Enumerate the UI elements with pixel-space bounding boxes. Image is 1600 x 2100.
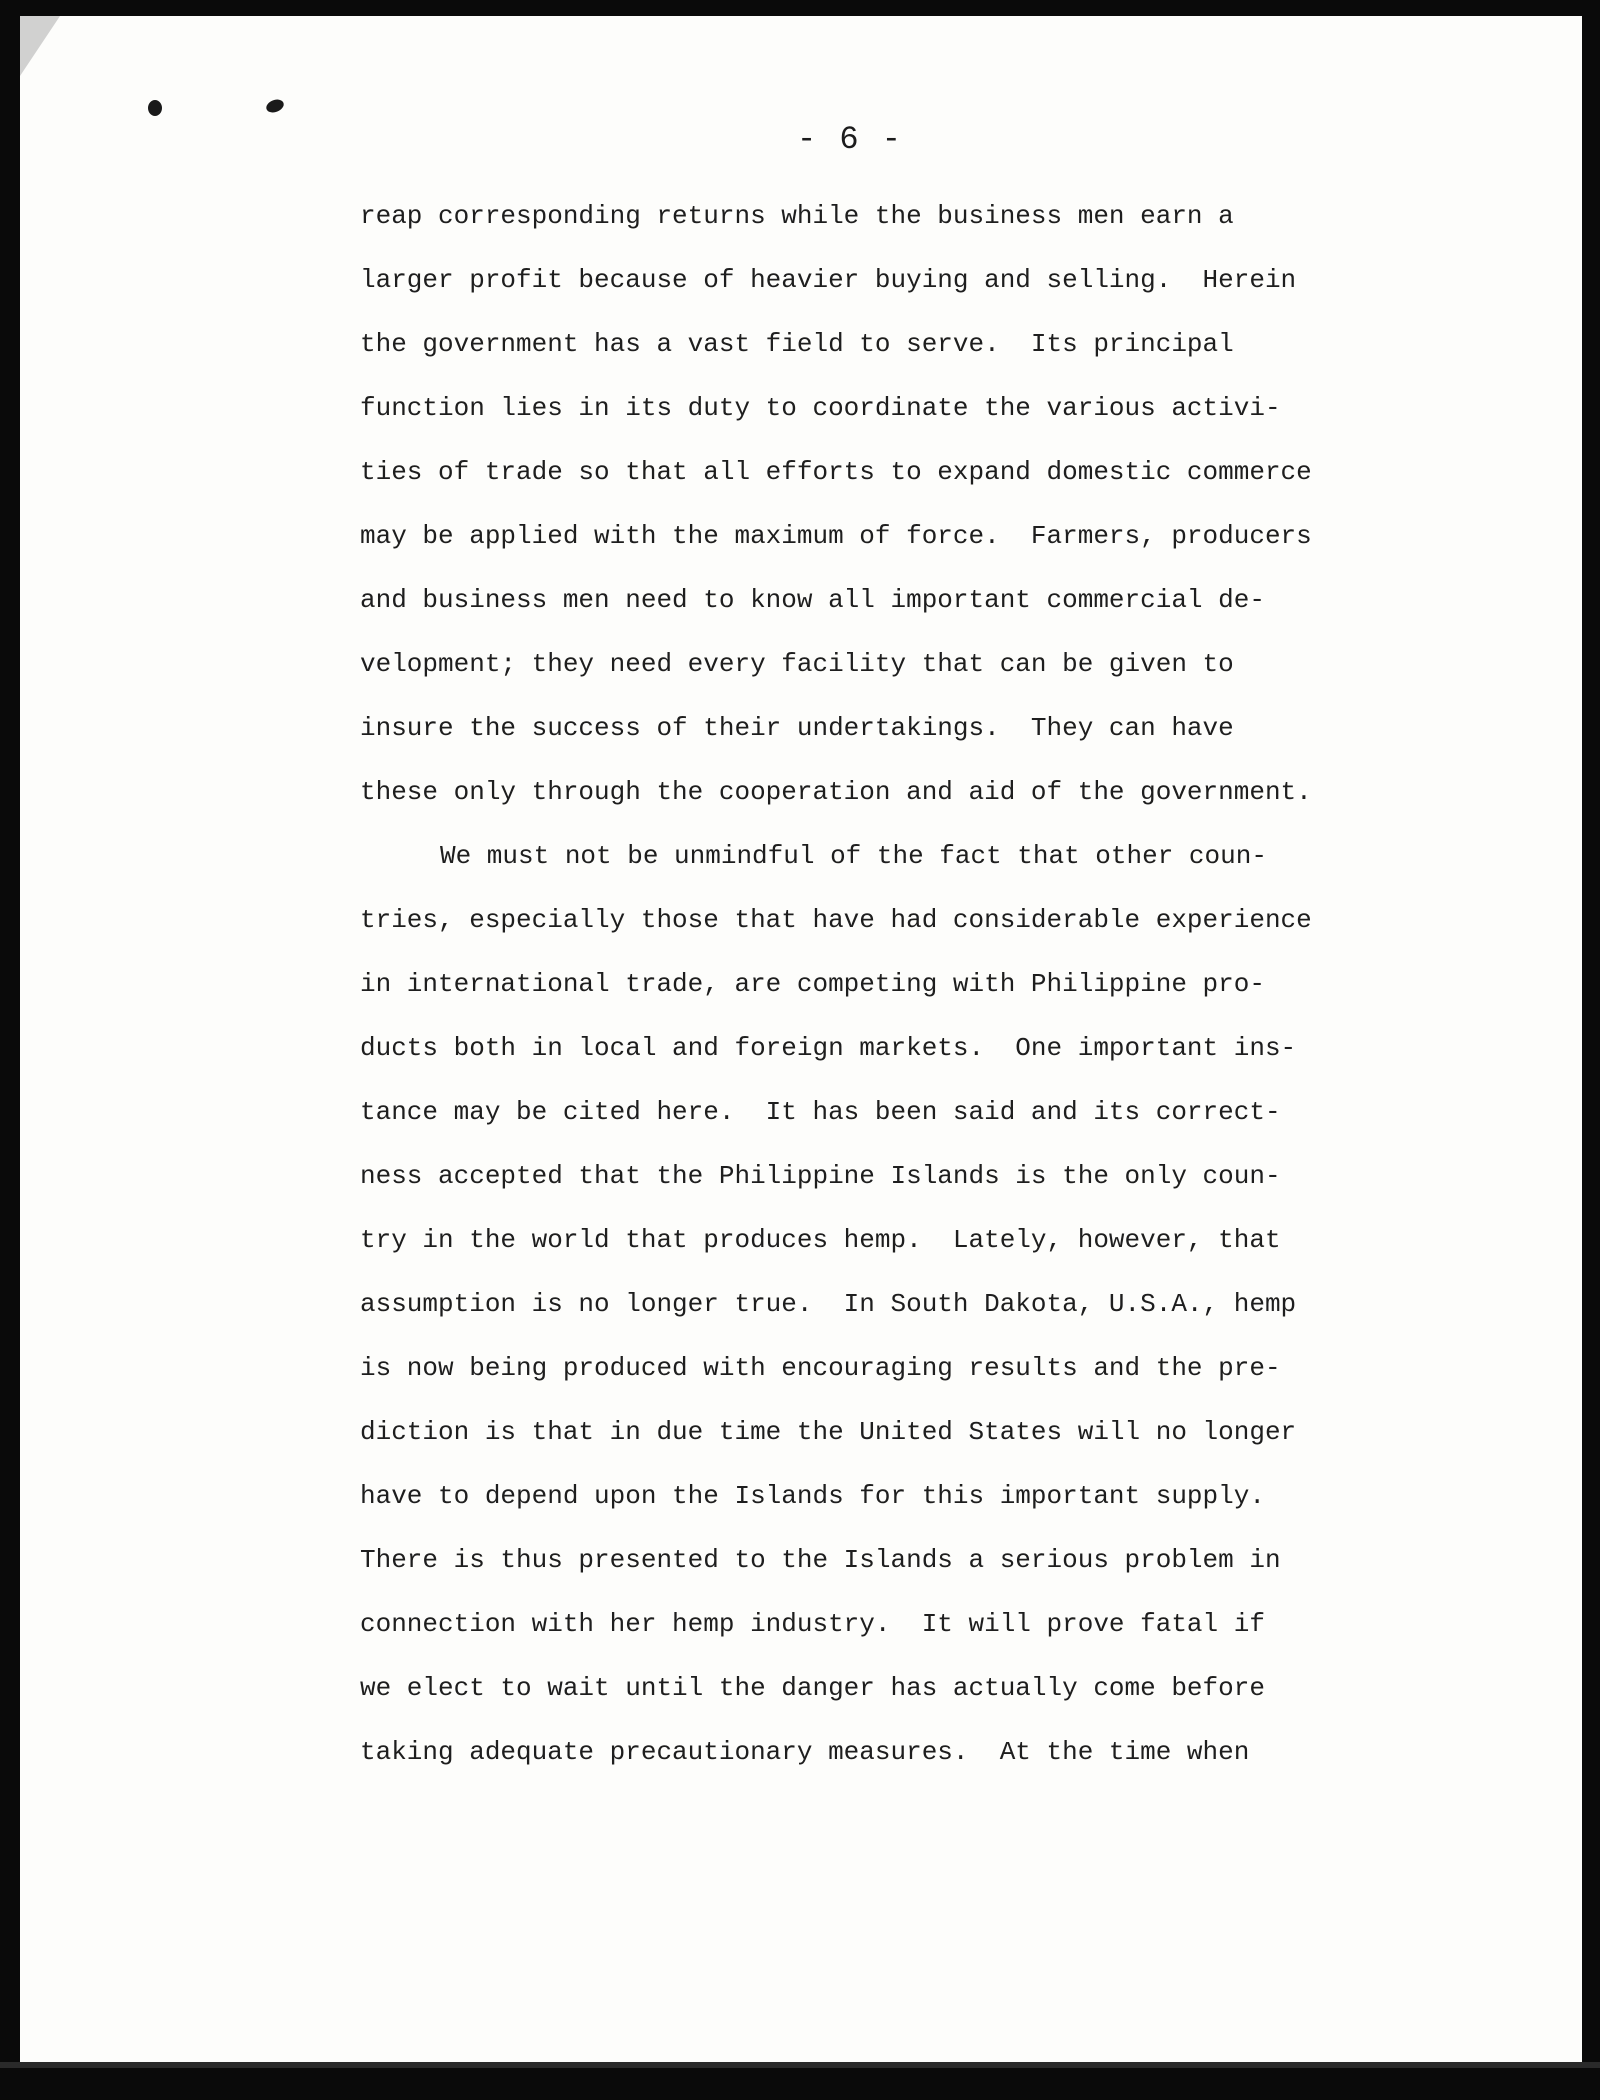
scan-bottom-edge (0, 2062, 1600, 2068)
page-number: - 6 - (796, 121, 903, 158)
text-line: taking adequate precautionary measures. At the time when (360, 1737, 1250, 1767)
text-line: reap corresponding returns while the business men earn a (360, 201, 1234, 231)
body-text (360, 184, 1360, 1784)
text-line: ness accepted that the Philippine Islands is the only coun- (360, 1161, 1281, 1191)
text-line: try in the world that produces hemp. Lately, however, that (360, 1225, 1281, 1255)
text-line: ducts both in local and foreign markets. One important ins- (360, 1033, 1297, 1063)
text-line: tries, especially those that have had considerable experience (360, 905, 1312, 935)
text-line: is now being produced with encouraging results and the pre- (360, 1353, 1281, 1383)
punch-hole-mark (148, 100, 162, 116)
text-line: There is thus presented to the Islands a serious problem in (360, 1545, 1281, 1575)
text-line: may be applied with the maximum of force. Farmers, producers (360, 521, 1312, 551)
text-line: connection with her hemp industry. It will prove fatal if (360, 1609, 1265, 1639)
text-line: have to depend upon the Islands for this important supply. (360, 1481, 1265, 1511)
text-line: in international trade, are competing with Philippine pro- (360, 969, 1265, 999)
text-line: tance may be cited here. It has been said and its correct- (360, 1097, 1281, 1127)
text-line: and business men need to know all important commercial de- (360, 585, 1265, 615)
punch-hole-mark (264, 97, 285, 114)
text-line: ties of trade so that all efforts to expand domestic commerce (360, 457, 1312, 487)
paragraph-start-line: We must not be unmindful of the fact that other coun- (440, 841, 1267, 871)
text-line: these only through the cooperation and aid of the government. (360, 777, 1312, 807)
text-line: larger profit because of heavier buying and selling. Herein (360, 265, 1297, 295)
text-line: insure the success of their undertakings. They can have (360, 713, 1234, 743)
text-line: diction is that in due time the United States will no longer (360, 1417, 1297, 1447)
text-line: function lies in its duty to coordinate the various activi- (360, 393, 1281, 423)
document-page (20, 16, 1582, 2064)
text-line: we elect to wait until the danger has actually come before (360, 1673, 1265, 1703)
text-line: the government has a vast field to serve. Its principal (360, 329, 1234, 359)
page-corner-fold (20, 16, 60, 76)
text-line: velopment; they need every facility that can be given to (360, 649, 1234, 679)
text-line: assumption is no longer true. In South Dakota, U.S.A., hemp (360, 1289, 1297, 1319)
